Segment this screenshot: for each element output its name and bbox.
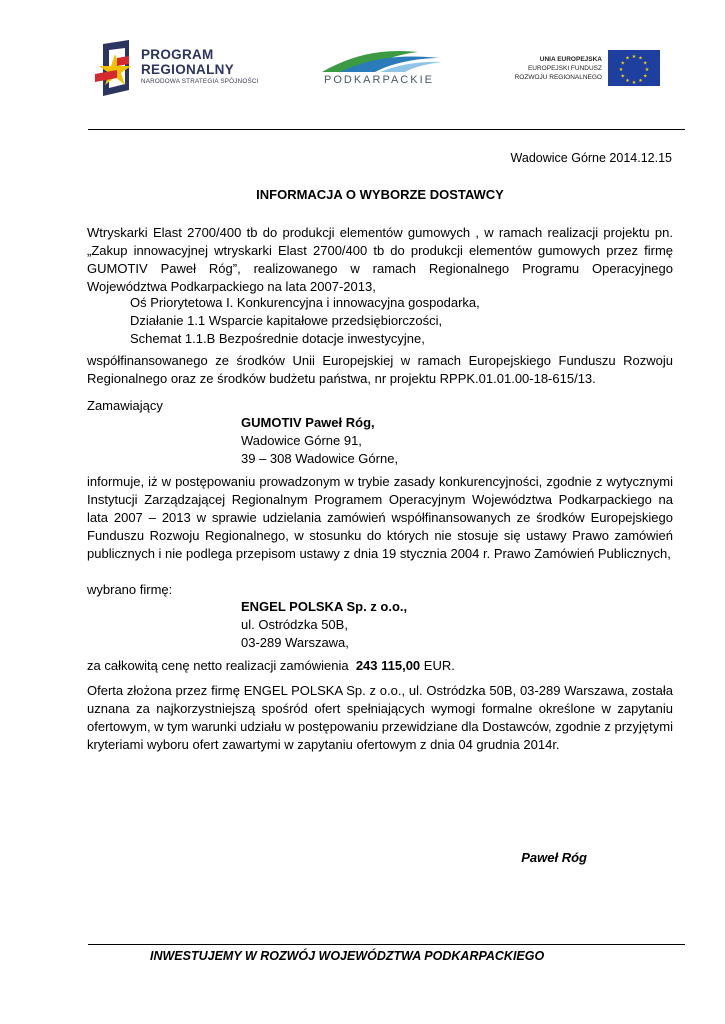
svg-text:★: ★ — [625, 55, 630, 62]
eu-logo-line2: EUROPEJSKI FUNDUSZ — [527, 65, 602, 72]
priority-action-line: Działanie 1.1 Wsparcie kapitałowe przedsiębiorczości, — [130, 313, 443, 329]
signature: Paweł Róg — [521, 850, 587, 865]
header-divider — [88, 129, 685, 130]
price-value: 243 115,00 — [355, 658, 421, 673]
eu-flag-icon — [608, 50, 660, 86]
svg-text:★: ★ — [631, 79, 637, 86]
cofinancing-paragraph: współfinansowanego ze środków Unii Europejskiej w ramach Europejskiego Funduszu Rozwoju Regionalnego oraz ze środków budżetu państwa, nr projektu RPPK.01.01.00-18-615/13. — [87, 353, 673, 387]
svg-text:★: ★ — [644, 66, 650, 73]
priority-scheme-line: Schemat 1.1.B Bezpośrednie dotacje inwestycyjne, — [130, 331, 425, 347]
chosen-label: wybrano firmę: — [87, 582, 173, 597]
document-title: INFORMACJA O WYBORZE DOSTAWCY — [256, 187, 504, 202]
podkarpackie-logo — [320, 44, 445, 94]
svg-text:★: ★ — [625, 78, 630, 84]
justification-paragraph: Oferta złożona przez firmę ENGEL POLSKA Sp. z o.o., ul. Ostródzka 50B, 03-289 Warszawa, została uznana za najkorzystniejszą spośród ofert spełniających wymogi formalne określone w zapytaniu ofertowym, w tym warunki udziału w postępowaniu przewidziane dla Dostawców, zgodnie z przyjętymi kryteriami wyboru ofert zawartymi w zapytaniu ofertowym z dnia 04 grudnia 2014r. — [87, 683, 673, 753]
eu-logo — [510, 50, 660, 88]
intro-paragraph: Wtryskarki Elast 2700/400 tb do produkcji elementów gumowych , w ramach realizacji projektu pn. „Zakup innowacyjnej wtryskarki Elast 2700/400 tb do produkcji elementów gumowych przez firmę GUMOTIV Paweł Róg”, realizowanego w ramach Regionalnego Programu Operacyjnego Województwa Podkarpackiego na lata 2007-2013, — [87, 225, 673, 295]
priority-axis-line: Oś Priorytetowa I. Konkurencyjna i innowacyjna gospodarka, — [130, 295, 480, 310]
orderer-address — [241, 414, 398, 468]
svg-text:★: ★ — [618, 66, 624, 73]
chosen-company-street: ul. Ostródzka 50B, — [241, 617, 348, 633]
footer-slogan: INWESTUJEMY W ROZWÓJ WOJEWÓDZTWA PODKARPACKIEGO — [150, 949, 545, 963]
chosen-company-name: ENGEL POLSKA Sp. z o.o., — [241, 599, 408, 614]
podkarpackie-hills-icon — [320, 44, 445, 74]
orderer-label: Zamawiający — [87, 398, 163, 413]
program-logo-line3: NARODOWA STRATEGIA SPÓJNOŚCI — [141, 78, 259, 85]
svg-text:★: ★ — [642, 60, 648, 67]
priority-list — [130, 294, 480, 348]
chosen-company-address — [241, 598, 407, 652]
program-regionalny-logo — [95, 40, 275, 98]
eu-logo-line3: ROZWOJU REGIONALNEGO — [514, 74, 602, 81]
footer-divider — [88, 944, 685, 945]
price-prefix: za całkowitą cenę netto realizacji zamówienia — [87, 658, 349, 673]
podkarpackie-text: PODKARPACKIE — [324, 74, 434, 86]
svg-text:★: ★ — [638, 78, 643, 84]
program-logo-line2: REGIONALNY — [141, 61, 235, 77]
svg-text:★: ★ — [631, 54, 637, 60]
informs-paragraph: informuje, iż w postępowaniu prowadzonym w trybie zasady konkurencyjności, zgodnie z wytycznymi Instytucji Zarządzającej Regionalnym Programem Operacyjnym Województwa Podkarpackiego na lata 2007 – 2013 w sprawie udzielania zamówień współfinansowanych ze środków Europejskiego Funduszu Rozwoju Regionalnego, w stosunku do których nie stosuje się ustawy Prawo zamówień publicznych i nie podlega przepisom ustawy z dnia 19 stycznia 2004 r. Prawo Zamówień Publicznych, — [87, 474, 673, 562]
svg-text:★: ★ — [642, 73, 648, 80]
program-regionalny-emblem-icon — [95, 40, 139, 98]
eu-logo-line1: UNIA EUROPEJSKA — [539, 56, 602, 63]
program-logo-line1: PROGRAM — [141, 47, 214, 62]
orderer-city: 39 – 308 Wadowice Górne, — [241, 451, 399, 467]
price-currency: EUR. — [423, 658, 455, 673]
chosen-company-city: 03-289 Warszawa, — [241, 635, 349, 651]
price-line — [87, 657, 455, 675]
svg-text:★: ★ — [620, 73, 626, 80]
document-date: Wadowice Górne 2014.12.15 — [510, 151, 672, 165]
svg-text:★: ★ — [638, 55, 643, 62]
orderer-name: GUMOTIV Paweł Róg, — [241, 415, 375, 430]
orderer-street: Wadowice Górne 91, — [241, 433, 362, 449]
svg-text:★: ★ — [620, 60, 626, 67]
